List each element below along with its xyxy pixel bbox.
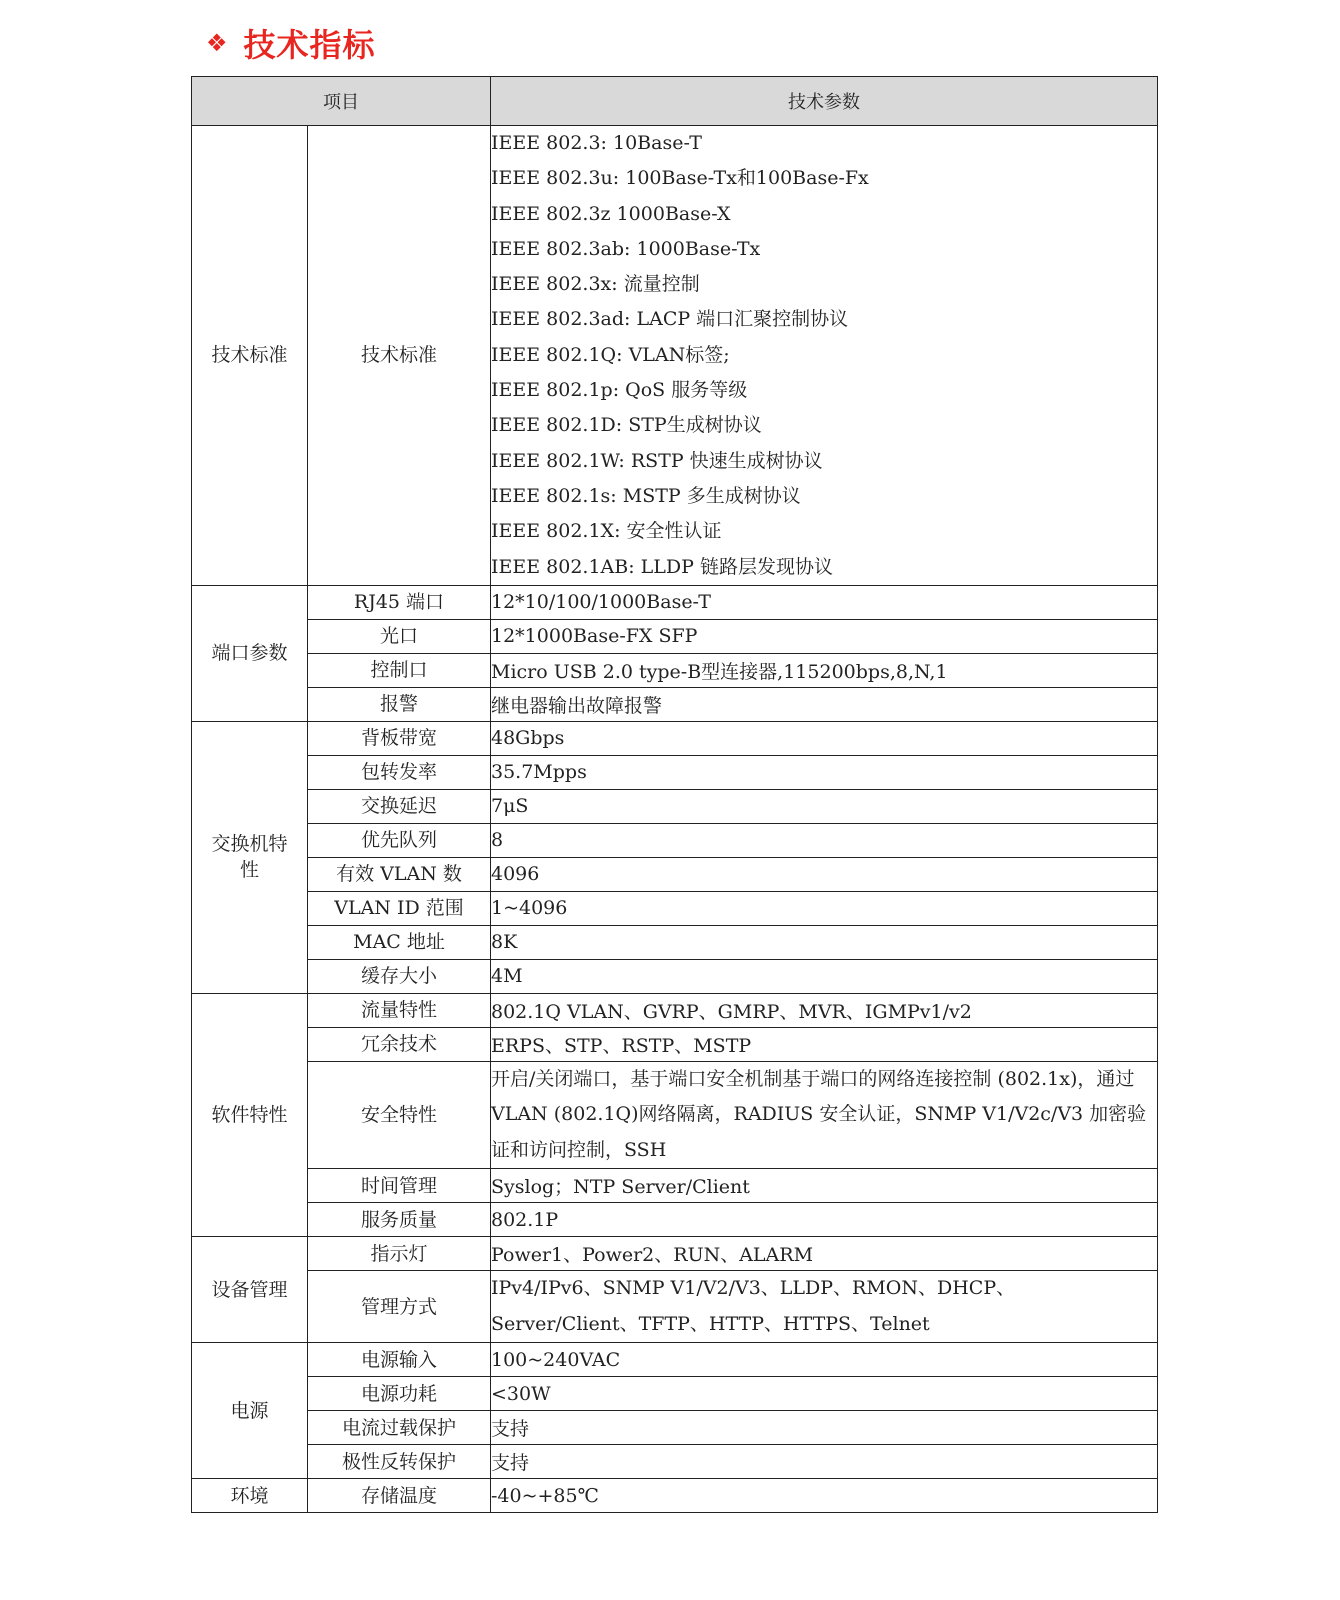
item-standards: 技术标准 (308, 126, 491, 586)
table-row (192, 925, 1158, 959)
header-item: 项目 (192, 77, 491, 126)
table-row (192, 823, 1158, 857)
category-power: 电源 (192, 1343, 308, 1479)
item-value: 4M (491, 959, 1158, 993)
item-label: 报警 (308, 687, 491, 721)
item-value: Power1、Power2、RUN、ALARM (491, 1237, 1158, 1271)
item-label: 电源输入 (308, 1343, 491, 1377)
table-row (192, 126, 1158, 586)
table-row (192, 1061, 1158, 1169)
item-label: 控制口 (308, 653, 491, 687)
table-row (192, 993, 1158, 1027)
item-label: 服务质量 (308, 1203, 491, 1237)
item-label: 缓存大小 (308, 959, 491, 993)
item-label: 有效 VLAN 数 (308, 857, 491, 891)
category-management: 设备管理 (192, 1237, 308, 1343)
header-param: 技术参数 (491, 77, 1158, 126)
table-row (192, 619, 1158, 653)
table-row (192, 1479, 1158, 1513)
standard-line: IEEE 802.1AB: LLDP 链路层发现协议 (491, 555, 833, 578)
standard-line: IEEE 802.1D: STP生成树协议 (491, 414, 762, 437)
item-value: Syslog；NTP Server/Client (491, 1169, 1158, 1203)
item-label: 指示灯 (308, 1237, 491, 1271)
table-row (192, 1377, 1158, 1411)
table-row (192, 891, 1158, 925)
item-label: 包转发率 (308, 755, 491, 789)
table-header-row (192, 77, 1158, 126)
table-row (192, 721, 1158, 755)
standard-line: IEEE 802.1Q: VLAN标签; (491, 343, 730, 366)
standard-line: IEEE 802.3z 1000Base-X (491, 202, 731, 225)
standard-line: IEEE 802.1s: MSTP 多生成树协议 (491, 484, 801, 507)
category-software: 软件特性 (192, 993, 308, 1237)
item-value: 开启/关闭端口，基于端口安全机制基于端口的网络连接控制 (802.1x)，通过 VLAN (802.1Q)网络隔离，RADIUS 安全认证，SNMP V1/V2c/V3 加密验证和访问控制，SSH (491, 1061, 1158, 1169)
item-value: 支持 (491, 1445, 1158, 1479)
table-row (192, 789, 1158, 823)
item-value: 支持 (491, 1411, 1158, 1445)
item-label: VLAN ID 范围 (308, 891, 491, 925)
standard-line: IEEE 802.3x: 流量控制 (491, 273, 700, 296)
category-switch: 交换机特性 (192, 721, 308, 993)
item-value: 7μS (491, 789, 1158, 823)
item-label: 交换延迟 (308, 789, 491, 823)
table-row (192, 857, 1158, 891)
item-value: 100~240VAC (491, 1343, 1158, 1377)
standard-line: IEEE 802.3: 10Base-T (491, 132, 702, 154)
table-row (192, 1445, 1158, 1479)
table-row (192, 1411, 1158, 1445)
category-environment: 环境 (192, 1479, 308, 1513)
item-value: IPv4/IPv6、SNMP V1/V2/V3、LLDP、RMON、DHCP、Server/Client、TFTP、HTTP、HTTPS、Telnet (491, 1271, 1158, 1343)
table-row (192, 653, 1158, 687)
item-label: 背板带宽 (308, 721, 491, 755)
item-label: 管理方式 (308, 1271, 491, 1343)
item-value: 8K (491, 925, 1158, 959)
standard-line: IEEE 802.3ad: LACP 端口汇聚控制协议 (491, 308, 849, 331)
item-value: 802.1Q VLAN、GVRP、GMRP、MVR、IGMPv1/v2 (491, 993, 1158, 1027)
item-label: 安全特性 (308, 1061, 491, 1169)
item-value: 802.1P (491, 1203, 1158, 1237)
item-value: 12*1000Base-FX SFP (491, 619, 1158, 653)
item-value: 继电器输出故障报警 (491, 687, 1158, 721)
item-label: 电流过载保护 (308, 1411, 491, 1445)
table-row (192, 1271, 1158, 1343)
item-value: 12*10/100/1000Base-T (491, 585, 1158, 619)
item-label: 流量特性 (308, 993, 491, 1027)
item-value: 1~4096 (491, 891, 1158, 925)
standard-line: IEEE 802.1W: RSTP 快速生成树协议 (491, 449, 823, 472)
item-label: 光口 (308, 619, 491, 653)
spec-table (191, 76, 1158, 1513)
item-label: 极性反转保护 (308, 1445, 491, 1479)
diamond-bullet-icon: ❖ (206, 29, 228, 57)
table-row (192, 755, 1158, 789)
table-row (192, 687, 1158, 721)
table-row (192, 585, 1158, 619)
item-label: 电源功耗 (308, 1377, 491, 1411)
item-value: 35.7Mpps (491, 755, 1158, 789)
table-row (192, 1027, 1158, 1061)
category-standards: 技术标准 (192, 126, 308, 586)
item-value: -40~+85℃ (491, 1479, 1158, 1513)
item-label: 优先队列 (308, 823, 491, 857)
item-label: 存储温度 (308, 1479, 491, 1513)
item-value: <30W (491, 1377, 1158, 1411)
item-label: RJ45 端口 (308, 585, 491, 619)
standard-line: IEEE 802.3ab: 1000Base-Tx (491, 237, 761, 260)
standard-line: IEEE 802.1X: 安全性认证 (491, 520, 722, 543)
standards-list (491, 126, 1158, 586)
item-value: 8 (491, 823, 1158, 857)
section-heading (206, 20, 376, 66)
standard-line: IEEE 802.3u: 100Base-Tx和100Base-Fx (491, 167, 869, 190)
item-label: MAC 地址 (308, 925, 491, 959)
category-ports: 端口参数 (192, 585, 308, 721)
table-row (192, 959, 1158, 993)
section-title: 技术指标 (243, 26, 376, 64)
table-row (192, 1203, 1158, 1237)
item-value: 4096 (491, 857, 1158, 891)
table-row (192, 1169, 1158, 1203)
item-label: 时间管理 (308, 1169, 491, 1203)
standard-line: IEEE 802.1p: QoS 服务等级 (491, 379, 748, 402)
table-row (192, 1237, 1158, 1271)
item-value: ERPS、STP、RSTP、MSTP (491, 1027, 1158, 1061)
item-value: 48Gbps (491, 721, 1158, 755)
item-value: Micro USB 2.0 type-B型连接器,115200bps,8,N,1 (491, 653, 1158, 687)
table-row (192, 1343, 1158, 1377)
item-label: 冗余技术 (308, 1027, 491, 1061)
